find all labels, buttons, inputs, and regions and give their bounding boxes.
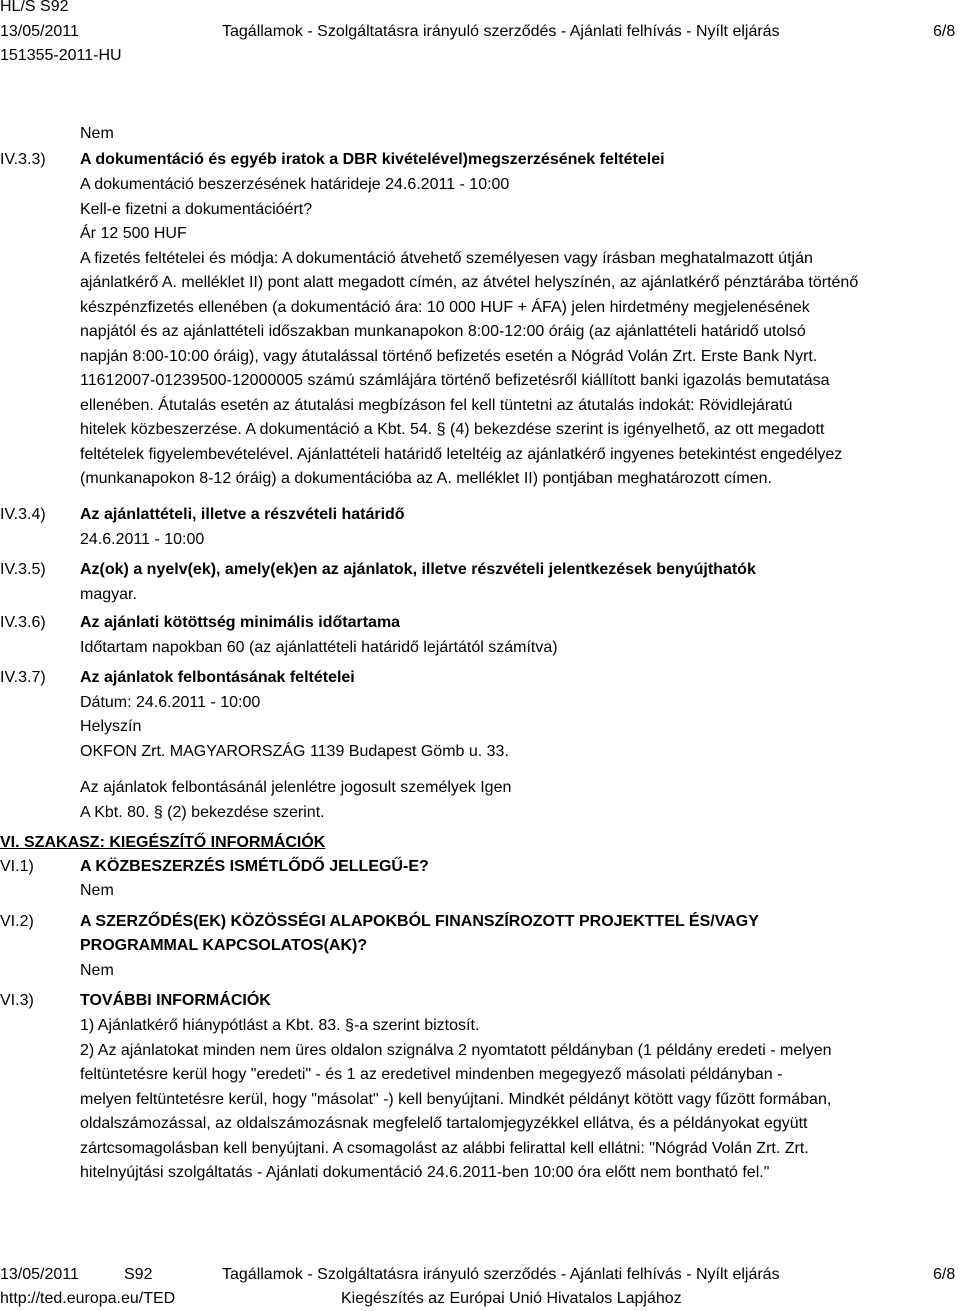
text-line: oldalszámozással, az oldalszámozásnak megfelelő tartalomjegyzékkel ellátva, és a példányokat együtt <box>80 1115 808 1132</box>
footer-title: Tagállamok - Szolgáltatásra irányuló szerződés - Ajánlati felhívás - Nyílt eljárás <box>222 1266 780 1283</box>
footer-series: S92 <box>124 1266 153 1283</box>
text-line: napján 8:00-10:00 óráig), vagy átutalással történő befizetés esetén a Nógrád Volán Zrt. Erste Bank Nyrt. <box>80 347 818 365</box>
section-number: VI.1) <box>0 858 34 875</box>
section-heading-cont: PROGRAMMAL KAPCSOLATOS(AK)? <box>80 937 368 954</box>
section-number: IV.3.4) <box>0 506 46 523</box>
text-line: 2) Az ajánlatokat minden nem üres oldalon szignálva 2 nyomtatott példányban (1 példány eredeti - melyen <box>80 1041 832 1059</box>
opening-place-label: Helyszín <box>80 718 142 735</box>
prev-answer: Nem <box>80 125 114 142</box>
additional-info <box>80 1014 940 1186</box>
answer-value: Nem <box>80 882 114 899</box>
text-line: Ár 12 500 HUF <box>80 225 187 242</box>
section-number: VI.2) <box>0 913 34 930</box>
section-number: IV.3.6) <box>0 614 46 631</box>
answer-value: Nem <box>80 962 114 979</box>
opening-place: OKFON Zrt. MAGYARORSZÁG 1139 Budapest Gömb u. 33. <box>80 743 509 760</box>
header-title: Tagállamok - Szolgáltatásra irányuló szerződés - Ajánlati felhívás - Nyílt eljárás <box>222 23 780 40</box>
opening-persons: Az ajánlatok felbontásánál jelenlétre jogosult személyek Igen <box>80 779 512 796</box>
section-number: VI.3) <box>0 992 34 1009</box>
footer-url[interactable]: http://ted.europa.eu/TED <box>0 1290 176 1307</box>
text-line: A dokumentáció beszerzésének határideje 24.6.2011 - 10:00 <box>80 176 510 193</box>
binding-period-value: Időtartam napokban 60 (az ajánlattételi határidő lejártától számítva) <box>80 639 558 656</box>
text-line: (munkanapokon 8-12 óráig) a dokumentációba az A. melléklet II) pontjában meghatározott címen. <box>80 470 772 487</box>
header-date: 13/05/2011 <box>0 23 79 40</box>
section-heading: TOVÁBBI INFORMÁCIÓK <box>80 992 271 1009</box>
text-line: melyen feltüntetésre kerül, hogy "másolat" -) kell benyújtani. Mindkét példányt kötött vagy fűzött formában, <box>80 1090 832 1108</box>
text-line: feltüntetésre kerül hogy "eredeti" - és 1 az eredetivel mindenben megegyező másolati példányban - <box>80 1066 783 1083</box>
text-line: 1) Ajánlatkérő hiánypótlást a Kbt. 83. §-a szerint biztosít. <box>80 1017 480 1034</box>
section-heading: Az ajánlatok felbontásának feltételei <box>80 669 355 686</box>
section-heading: Az ajánlati kötöttség minimális időtartama <box>80 614 401 631</box>
text-line: ellenében. Átutalás esetén az átutalási megbízáson fel kell tüntetni az átutalás indokát: Rövidlejáratú <box>80 396 793 414</box>
text-line: 11612007-01239500-12000005 számú számlájára történő befizetésről kiállított banki igazolás bemutatása <box>80 372 830 389</box>
section-title: VI. SZAKASZ: KIEGÉSZÍTŐ INFORMÁCIÓK <box>0 834 326 851</box>
text-line: A fizetés feltételei és módja: A dokumentáció átvehető személyesen vagy írásban meghatalmazott útján <box>80 249 813 267</box>
text-line: ajánlatkérő A. melléklet II) pont alatt megadott címén, az átvétel helyszínén, az ajánlatkérő pénztárába történő <box>80 274 859 291</box>
text-line: feltételek figyelembevételével. Ajánlattételi határidő leteltéig az ajánlatkérő ingyenes betekintést engedélyez <box>80 445 843 463</box>
footer-date: 13/05/2011 <box>0 1266 79 1283</box>
footer-publisher: Kiegészítés az Európai Unió Hivatalos Lapjához <box>341 1290 682 1307</box>
section-number: IV.3.3) <box>0 151 46 168</box>
header-line1: HL/S S92 <box>0 0 69 15</box>
section-heading: A KÖZBESZERZÉS ISMÉTLŐDŐ JELLEGŰ-E? <box>80 858 429 875</box>
deadline-value: 24.6.2011 - 10:00 <box>80 531 205 548</box>
section-heading: Az(ok) a nyelv(ek), amely(ek)en az ajánlatok, illetve részvételi jelentkezések benyújthatók <box>80 561 756 578</box>
section-heading: A SZERZŐDÉS(EK) KÖZÖSSÉGI ALAPOKBÓL FINANSZÍROZOTT PROJEKTTEL ÉS/VAGY <box>80 913 759 930</box>
text-line: hitelnyújtási szolgáltatás - Ajánlati dokumentáció 24.6.2011-ben 10:00 óra előtt nem bontható fel." <box>80 1164 770 1181</box>
header-page: 6/8 <box>933 23 956 40</box>
text-line: napjától és az ajánlattételi időszakban munkanapokon 8:00-12:00 óráig (az ajánlattételi határidő utolsó <box>80 323 806 340</box>
language-value: magyar. <box>80 586 137 603</box>
opening-persons-ref: A Kbt. 80. § (2) bekezdése szerint. <box>80 804 325 821</box>
section-heading: A dokumentáció és egyéb iratok a DBR kivételével)megszerzésének feltételei <box>80 151 665 168</box>
section-heading: Az ajánlattételi, illetve a részvételi határidő <box>80 506 405 523</box>
section-number: IV.3.7) <box>0 669 46 686</box>
text-line: készpénzfizetés ellenében (a dokumentáció ára: 10 000 HUF + ÁFA) jelen hirdetmény megjelenésének <box>80 298 810 316</box>
footer-page: 6/8 <box>933 1266 956 1283</box>
document-conditions <box>80 173 940 492</box>
text-line: Kell-e fizetni a dokumentációért? <box>80 200 313 218</box>
opening-date: Dátum: 24.6.2011 - 10:00 <box>80 694 261 711</box>
text-line: hitelek közbeszerzése. A dokumentáció a Kbt. 54. § (4) bekezdése szerint is igényelhető, az ott megadott <box>80 421 825 438</box>
section-number: IV.3.5) <box>0 561 46 578</box>
header-ref: 151355-2011-HU <box>0 47 122 64</box>
text-line: zártcsomagolásban kell benyújtani. A csomagolást az alábbi felirattal kell ellátni: "Nógrád Volán Zrt. Zrt. <box>80 1139 809 1157</box>
